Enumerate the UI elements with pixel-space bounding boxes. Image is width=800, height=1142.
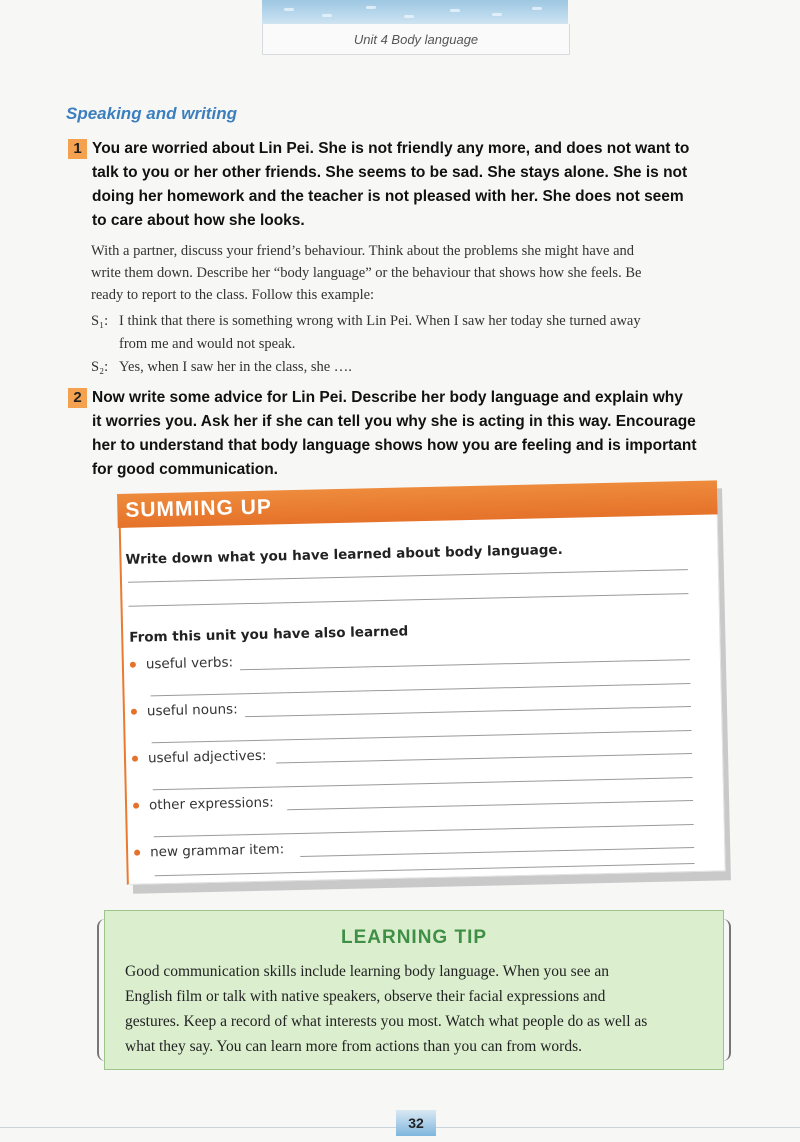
- question-1-line: doing her homework and the teacher is not pleased with her. She does not seem: [92, 188, 684, 205]
- page-number: 32: [396, 1110, 436, 1136]
- header-decoration: [262, 0, 568, 24]
- question-2-line: it worries you. Ask her if she can tell you why she is acting in this way. Encourage: [92, 413, 696, 430]
- dialogue-text: I think that there is something wrong with Lin Pei. When I saw her today she turned away: [119, 313, 641, 329]
- question-2-text: [92, 386, 752, 482]
- question-1-text: [92, 137, 752, 233]
- bullet: [133, 803, 139, 809]
- bullet: [131, 709, 137, 715]
- bullet: [134, 850, 140, 856]
- speaker-label: S₂:: [91, 359, 109, 375]
- bullet: [130, 662, 136, 668]
- question-2-number: 2: [68, 388, 87, 408]
- page-footer: [0, 1110, 800, 1142]
- writing-line: [128, 569, 688, 583]
- question-1-line: talk to you or her other friends. She seems to be sad. She stays alone. She is not: [92, 164, 688, 181]
- section-title: Speaking and writing: [66, 104, 237, 123]
- dialogue-line-3: [91, 356, 751, 378]
- summing-up-header: [117, 480, 718, 528]
- tip-line: Good communication skills include learning body language. When you see an: [125, 963, 609, 980]
- item-label: useful nouns:: [146, 701, 238, 720]
- writing-line: [153, 777, 693, 790]
- writing-line: [276, 753, 692, 763]
- item-useful-nouns: [131, 701, 238, 719]
- speaker-label: S₁:: [91, 313, 109, 329]
- question-1-number: 1: [68, 139, 87, 159]
- writing-line: [287, 800, 693, 810]
- question-2-line: Now write some advice for Lin Pei. Describe her body language and explain why: [92, 389, 683, 406]
- summing-up-prompt: Write down what you have learned about body language.: [125, 541, 563, 568]
- item-useful-adjectives: [132, 748, 267, 767]
- question-2-line: her to understand that body language shows how you are feeling and is important: [92, 437, 697, 454]
- question-1-line: You are worried about Lin Pei. She is not friendly any more, and does not want to: [92, 140, 690, 157]
- unit-title: Unit 4 Body language: [353, 32, 479, 47]
- also-learned-label: From this unit you have also learned: [129, 623, 409, 646]
- instructions: [91, 240, 751, 306]
- writing-line: [129, 593, 689, 607]
- item-label: other expressions:: [148, 794, 274, 814]
- learning-tip-box: [104, 910, 724, 1070]
- writing-line: [151, 683, 691, 696]
- writing-line: [154, 824, 694, 837]
- item-label: new grammar item:: [149, 841, 285, 861]
- dialogue-text: Yes, when I saw her in the class, she ….: [119, 359, 352, 375]
- learning-tip-title: LEARNING TIP: [340, 927, 488, 948]
- summing-up-box: [118, 480, 725, 885]
- writing-line: [152, 730, 692, 743]
- learning-tip-text: [125, 959, 705, 1059]
- tip-line: what they say. You can learn more from actions than you can from words.: [125, 1038, 582, 1055]
- item-label: useful verbs:: [145, 654, 234, 673]
- writing-line: [245, 706, 691, 717]
- unit-header: [262, 24, 570, 55]
- dialogue-line-1: [91, 310, 751, 332]
- item-useful-verbs: [130, 654, 234, 672]
- question-2-line: for good communication.: [92, 461, 278, 478]
- question-1-line: to care about how she looks.: [92, 212, 305, 229]
- summing-up-title: SUMMING UP: [125, 495, 273, 522]
- dialogue-line-2: [119, 333, 779, 355]
- item-label: useful adjectives:: [147, 747, 267, 767]
- instruction-line: With a partner, discuss your friend’s behaviour. Think about the problems she might have and: [91, 243, 635, 259]
- summing-up-card: [118, 480, 726, 884]
- dialogue-text: from me and would not speak.: [119, 336, 296, 352]
- item-new-grammar: [134, 841, 284, 860]
- instruction-line: write them down. Describe her “body language” or the behaviour that shows how she feels. Be: [91, 265, 642, 281]
- bullet: [132, 756, 138, 762]
- tip-line: English film or talk with native speakers, observe their facial expressions and: [125, 988, 606, 1005]
- writing-line: [240, 659, 690, 670]
- tip-line: gestures. Keep a record of what interests you most. Watch what people do as well as: [125, 1013, 648, 1030]
- instruction-line: ready to report to the class. Follow this example:: [91, 287, 375, 303]
- item-other-expressions: [133, 795, 274, 814]
- writing-line: [300, 847, 694, 857]
